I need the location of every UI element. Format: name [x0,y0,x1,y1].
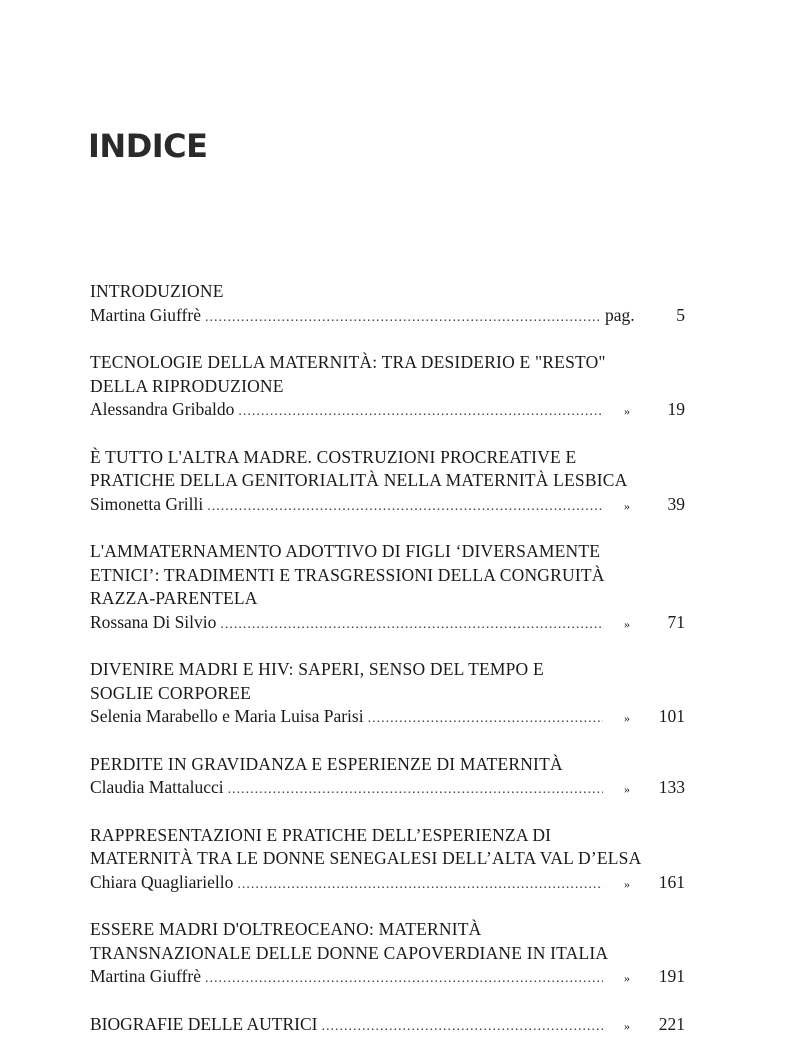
toc-entry-title: PRATICHE DELLA GENITORIALITÀ NELLA MATERNITÀ LESBICA [90,470,628,490]
toc-entry-author: Alessandra Gribaldo [90,399,235,419]
toc-entry-author: Simonetta Grilli [90,493,204,514]
toc-entry-title: SOGLIE CORPOREE [90,682,251,703]
toc-entry-page-marker: » [624,711,630,725]
toc-entry-page-marker: » [624,404,630,418]
dot-leader [205,306,599,330]
toc-entry [90,280,685,329]
toc-entry-page-marker: » [624,498,630,513]
dot-leader [220,613,603,637]
dot-leader [207,495,603,519]
toc-entry-author: Selenia Marabello e Maria Luisa Parisi [90,706,364,726]
dot-leader [321,1015,603,1039]
toc-entry [90,351,685,424]
toc-entry-author-row [90,611,685,637]
toc-entry-title: ESSERE MADRI D'OLTREOCEANO: MATERNITÀ [90,919,482,939]
toc-entry-page-marker: » [624,1018,630,1033]
toc-entry [90,824,685,897]
dot-leader [368,707,603,731]
toc-entry-page-number: 191 [658,966,685,986]
toc-entry-author: Chiara Quagliariello [90,871,234,892]
toc-entry-author: Claudia Mattalucci [90,777,224,797]
toc-entry-author-row [90,493,685,519]
toc-entry-title: RAZZA-PARENTELA [90,588,258,608]
toc-entry-title: MATERNITÀ TRA LE DONNE SENEGALESI DELL’ALTA VAL D’ELSA [90,848,642,868]
toc-entry-author-row [90,871,685,897]
toc-entry-page-marker: pag. [605,304,635,325]
toc-entry [90,446,685,519]
dot-leader [205,967,603,991]
dot-leader [228,778,603,802]
dot-leader [237,873,603,897]
toc-entry-title: PERDITE IN GRAVIDANZA E ESPERIENZE DI MATERNITÀ [90,753,563,774]
table-of-contents [90,280,685,1060]
toc-entry [90,540,685,636]
toc-entry-page-marker: » [624,971,630,985]
toc-entry-page-marker: » [624,782,630,796]
toc-entry-author-row [90,965,685,991]
toc-entry-title: È TUTTO L'ALTRA MADRE. COSTRUZIONI PROCREATIVE E [90,446,577,467]
dot-leader [238,400,603,424]
toc-entry-author-row [90,304,685,330]
toc-entry-author: Rossana Di Silvio [90,611,217,632]
toc-entry-title: ETNICI’: TRADIMENTI E TRASGRESSIONI DELLA CONGRUITÀ [90,564,605,585]
toc-entry [90,918,685,991]
toc-entry-author-row [90,1013,685,1039]
toc-entry-page-number: 71 [667,611,685,632]
toc-entry-page-number: 133 [658,777,685,797]
toc-entry-title: RAPPRESENTAZIONI E PRATICHE DELL’ESPERIENZA DI [90,824,552,845]
toc-entry [90,658,685,731]
toc-entry [90,753,685,802]
toc-entry-page-number: 161 [658,871,685,892]
toc-entry-author: Martina Giuffrè [90,966,201,986]
toc-entry-author: BIOGRAFIE DELLE AUTRICI [90,1013,318,1034]
toc-entry-title: DIVENIRE MADRI E HIV: SAPERI, SENSO DEL TEMPO E [90,659,544,679]
toc-entry-author-row [90,398,685,424]
page-title: INDICE [88,127,208,165]
toc-entry-title: DELLA RIPRODUZIONE [90,375,284,396]
toc-entry-page-number: 101 [658,706,685,726]
toc-entry-page-marker: » [624,876,630,891]
toc-entry-author-row [90,705,685,731]
toc-entry-page-number: 5 [676,304,685,325]
toc-entry-page-marker: » [624,616,630,631]
toc-entry-page-number: 221 [658,1013,685,1034]
toc-entry-title: L'AMMATERNAMENTO ADOTTIVO DI FIGLI ‘DIVERSAMENTE [90,541,601,561]
toc-entry-page-number: 39 [667,493,685,514]
toc-entry-title: TRANSNAZIONALE DELLE DONNE CAPOVERDIANE IN ITALIA [90,942,609,963]
toc-entry-author: Martina Giuffrè [90,304,201,325]
toc-entry-title: TECNOLOGIE DELLA MATERNITÀ: TRA DESIDERIO E "RESTO" [90,352,606,372]
toc-entry [90,1013,685,1039]
toc-entry-author-row [90,776,685,802]
toc-entry-page-number: 19 [667,399,685,419]
toc-entry-title: INTRODUZIONE [90,281,224,301]
